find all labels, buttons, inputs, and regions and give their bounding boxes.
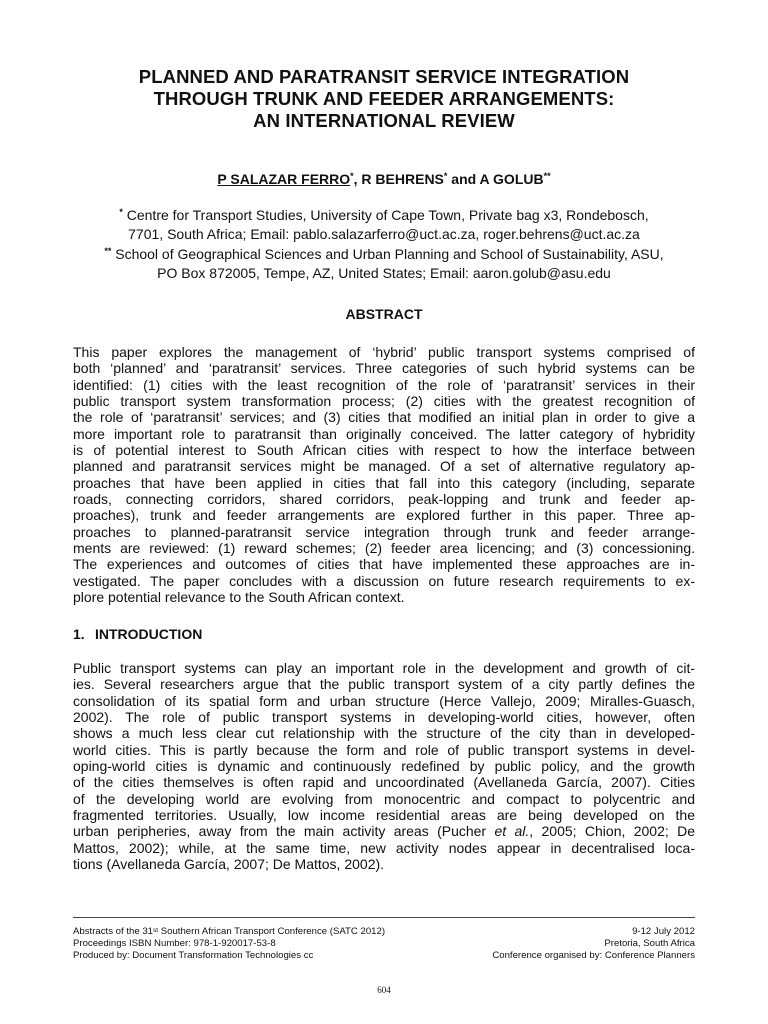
footer-row-1 — [73, 926, 695, 938]
intro-line: world cities. This is partly because the form and role of public transport systems in devel- — [73, 741, 695, 758]
introduction-body — [73, 660, 695, 872]
intro-line: tions (Avellaneda García, 2007; De Mattos, 2002). — [73, 856, 385, 873]
affiliation-line-2: 7701, South Africa; Email: pablo.salazarferro@uct.ac.za, roger.behrens@uct.ac.za — [128, 226, 640, 243]
abstract-line: planned and paratransit services might be managed. Of a set of alternative regulatory ap- — [73, 458, 695, 475]
footer-location: Pretoria, South Africa — [604, 938, 695, 949]
abstract-line: vestigated. The paper concludes with a discussion on future research requirements to ex- — [73, 572, 695, 589]
abstract-line: proaches that have been applied in cities that fall into this category (including, separate — [73, 474, 695, 491]
abstract-heading: ABSTRACT — [345, 306, 423, 322]
intro-line: shows a much less clear cut relationship with the structure of the city than in developed- — [73, 725, 695, 742]
author-3-mark: ** — [543, 171, 551, 181]
paper-title — [60, 66, 708, 132]
abstract-line: ments are reviewed: (1) reward schemes; (2) feeder area licencing; and (3) concessioning. — [73, 540, 695, 557]
intro-line: Mattos, 2002); while, at the same time, new activity nodes appear in decentralised loca- — [73, 839, 695, 856]
affiliation-1-mark: * — [119, 207, 123, 217]
footer-row-3 — [73, 950, 695, 962]
author-line — [60, 170, 708, 188]
abstract-line: roads, connecting corridors, shared corridors, peak-lopping and trunk and feeder ap- — [73, 491, 695, 508]
abstract-line: proaches to planned-paratransit service integration through trunk and feeder arrange- — [73, 523, 695, 540]
affiliation-line-3: ** School of Geographical Sciences and Urban Planning and School of Sustainability, ASU, — [104, 245, 664, 262]
section-title: INTRODUCTION — [95, 626, 203, 642]
intro-line: urban peripheries, away from the main activity areas (Pucher et al., 2005; Chion, 2002; De — [73, 823, 695, 840]
intro-line: ies. Several researchers argue that the public transport system of a city partly defines the — [73, 676, 695, 693]
title-line-3: AN INTERNATIONAL REVIEW — [253, 110, 515, 131]
author-2-mark: * — [443, 171, 448, 181]
footer-organiser: Conference organised by: Conference Planners — [492, 950, 695, 961]
intro-line: oping-world cities is dynamic and continuously redefined by public policy, and the growth — [73, 758, 695, 775]
author-1: P SALAZAR FERRO — [217, 171, 351, 187]
section-number: 1. — [73, 626, 85, 642]
affiliations — [60, 206, 708, 284]
intro-line: 2002). The role of public transport systems in developing-world cities, however, often — [73, 709, 695, 726]
intro-line: consolidation of its spatial form and urban structure (Herce Vallejo, 2009; Miralles-Guasch, — [73, 692, 695, 709]
page-number: 604 — [377, 985, 391, 995]
footer-isbn: Proceedings ISBN Number: 978-1-920017-53-8 — [73, 938, 276, 949]
abstract-line: public transport system transformation process; (2) cities with the greatest recognition of — [73, 393, 695, 410]
abstract-line: more important role to paratransit than originally conceived. The latter category of hybridity — [73, 425, 695, 442]
abstract-line: proaches), trunk and feeder arrangements are explored further in this paper. Three ap- — [73, 507, 695, 524]
intro-line: of the developing world are evolving from monocentric and compact to polycentric and — [73, 790, 695, 807]
affiliation-line-1: * Centre for Transport Studies, University of Cape Town, Private bag x3, Rondebosch, — [119, 207, 649, 223]
section-heading-introduction — [73, 626, 202, 642]
abstract-line: plore potential relevance to the South African context. — [73, 589, 405, 606]
footer-dates: 9-12 July 2012 — [632, 926, 695, 937]
affiliation-line-4: PO Box 872005, Tempe, AZ, United States; Email: aaron.golub@asu.edu — [157, 265, 611, 282]
abstract-body — [73, 344, 695, 606]
title-line-2: THROUGH TRUNK AND FEEDER ARRANGEMENTS: — [153, 88, 615, 109]
footer-conference: Abstracts of the 31st Southern African Transport Conference (SATC 2012) — [73, 926, 386, 937]
abstract-line: The experiences and outcomes of cities that have implemented these approaches are in- — [73, 556, 695, 573]
footer-row-2 — [73, 938, 695, 950]
abstract-line: is of potential interest to South African cities with respect to how the interface between — [73, 442, 695, 459]
title-line-1: PLANNED AND PARATRANSIT SERVICE INTEGRATION — [138, 66, 630, 87]
abstract-line: This paper explores the management of ‘hybrid’ public transport systems comprised of — [73, 344, 695, 360]
intro-line: fragmented territories. Usually, low income residential areas are being developed on the — [73, 807, 695, 824]
footer-divider — [73, 917, 695, 918]
abstract-line: identified: (1) cities with the least recognition of the role of ‘paratransit’ services in their — [73, 376, 695, 393]
abstract-line: both ‘planned’ and ‘paratransit’ services. Three categories of such hybrid systems can be — [73, 360, 695, 377]
author-1-mark: * — [350, 171, 354, 181]
intro-line: Public transport systems can play an important role in the development and growth of cit- — [73, 660, 695, 676]
footer-producer: Produced by: Document Transformation Technologies cc — [73, 950, 314, 961]
author-2: , R BEHRENS — [353, 171, 444, 187]
author-3: and A GOLUB — [447, 171, 544, 187]
intro-line: of the cities themselves is often rapid and uncoordinated (Avellaneda García, 2007). Cities — [73, 774, 695, 791]
affiliation-2-mark: ** — [104, 245, 112, 256]
abstract-line: the role of ‘paratransit’ services; and (3) cities that modified an initial plan in order to give a — [73, 409, 695, 426]
page-footer — [73, 926, 695, 962]
